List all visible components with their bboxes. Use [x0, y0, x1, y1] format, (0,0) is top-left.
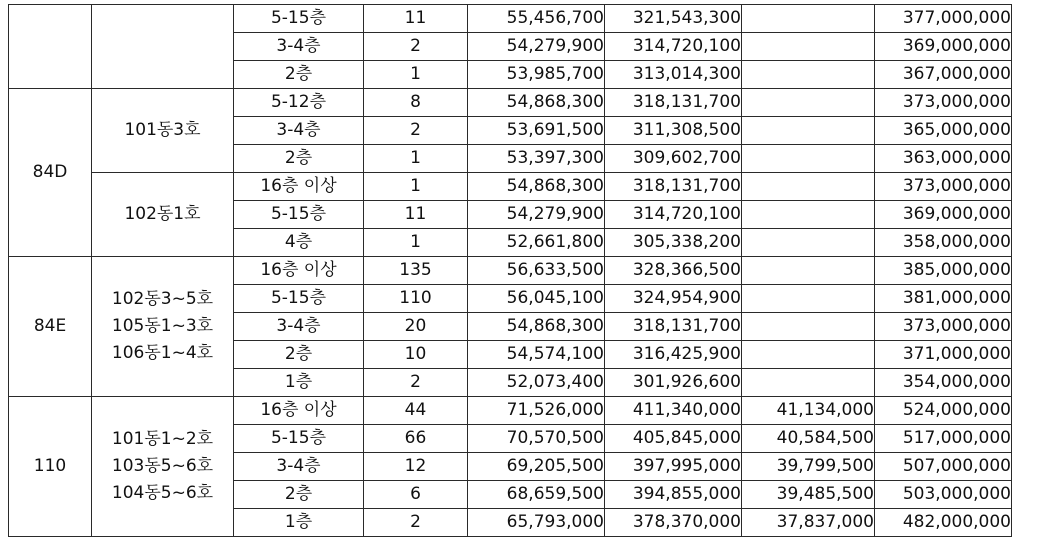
- floor-cell: 16층 이상: [234, 173, 364, 201]
- land-price-cell: 54,574,100: [468, 341, 605, 369]
- vat-cell: [742, 61, 875, 89]
- vat-cell: 37,837,000: [742, 509, 875, 537]
- units-cell: 6: [364, 481, 468, 509]
- units-cell: 1: [364, 61, 468, 89]
- units-cell: 44: [364, 397, 468, 425]
- building-unit-label: 106동1~4호: [111, 343, 214, 363]
- building-price-cell: 311,308,500: [605, 117, 742, 145]
- building-price-cell: 321,543,300: [605, 5, 742, 33]
- total-price-cell: 517,000,000: [875, 425, 1012, 453]
- land-price-cell: 56,633,500: [468, 257, 605, 285]
- vat-cell: [742, 341, 875, 369]
- land-price-cell: 53,397,300: [468, 145, 605, 173]
- total-price-cell: 369,000,000: [875, 201, 1012, 229]
- units-cell: 20: [364, 313, 468, 341]
- floor-cell: 2층: [234, 481, 364, 509]
- building-price-cell: 394,855,000: [605, 481, 742, 509]
- vat-cell: [742, 313, 875, 341]
- floor-cell: 3-4층: [234, 33, 364, 61]
- land-price-cell: 68,659,500: [468, 481, 605, 509]
- land-price-cell: 53,985,700: [468, 61, 605, 89]
- vat-cell: [742, 117, 875, 145]
- building-price-cell: 314,720,100: [605, 33, 742, 61]
- building-unit-label: 102동1호: [124, 204, 201, 224]
- land-price-cell: 53,691,500: [468, 117, 605, 145]
- land-price-cell: 54,868,300: [468, 313, 605, 341]
- vat-cell: [742, 145, 875, 173]
- units-cell: 1: [364, 229, 468, 257]
- land-price-cell: 65,793,000: [468, 509, 605, 537]
- building-unit-cell: [92, 5, 234, 89]
- floor-cell: 5-15층: [234, 285, 364, 313]
- vat-cell: 39,799,500: [742, 453, 875, 481]
- land-price-cell: 54,279,900: [468, 33, 605, 61]
- total-price-cell: 354,000,000: [875, 369, 1012, 397]
- floor-cell: 5-15층: [234, 425, 364, 453]
- building-price-cell: 324,954,900: [605, 285, 742, 313]
- floor-cell: 16층 이상: [234, 397, 364, 425]
- total-price-cell: 373,000,000: [875, 89, 1012, 117]
- building-unit-label: 103동5~6호: [111, 456, 214, 476]
- building-price-cell: 316,425,900: [605, 341, 742, 369]
- building-unit-cell: [92, 89, 234, 173]
- vat-cell: [742, 201, 875, 229]
- floor-cell: 2층: [234, 341, 364, 369]
- land-price-cell: 54,279,900: [468, 201, 605, 229]
- table-row: [9, 89, 1012, 117]
- units-cell: 135: [364, 257, 468, 285]
- table-body: [9, 5, 1012, 537]
- units-cell: 10: [364, 341, 468, 369]
- vat-cell: [742, 5, 875, 33]
- unit-type-cell: 84D: [9, 89, 92, 257]
- floor-cell: 5-15층: [234, 201, 364, 229]
- units-cell: 110: [364, 285, 468, 313]
- building-unit-label: 101동3호: [124, 120, 201, 140]
- land-price-cell: 55,456,700: [468, 5, 605, 33]
- total-price-cell: 381,000,000: [875, 285, 1012, 313]
- land-price-cell: 70,570,500: [468, 425, 605, 453]
- floor-cell: 1층: [234, 509, 364, 537]
- building-price-cell: 318,131,700: [605, 313, 742, 341]
- building-price-cell: 397,995,000: [605, 453, 742, 481]
- units-cell: 66: [364, 425, 468, 453]
- building-unit-label: 105동1~3호: [111, 316, 214, 336]
- floor-cell: 2층: [234, 145, 364, 173]
- building-price-cell: 318,131,700: [605, 173, 742, 201]
- total-price-cell: 365,000,000: [875, 117, 1012, 145]
- land-price-cell: 54,868,300: [468, 173, 605, 201]
- total-price-cell: 367,000,000: [875, 61, 1012, 89]
- units-cell: 12: [364, 453, 468, 481]
- land-price-cell: 69,205,500: [468, 453, 605, 481]
- vat-cell: [742, 257, 875, 285]
- total-price-cell: 507,000,000: [875, 453, 1012, 481]
- land-price-cell: 56,045,100: [468, 285, 605, 313]
- vat-cell: 39,485,500: [742, 481, 875, 509]
- floor-cell: 1층: [234, 369, 364, 397]
- units-cell: 2: [364, 369, 468, 397]
- vat-cell: 40,584,500: [742, 425, 875, 453]
- total-price-cell: 385,000,000: [875, 257, 1012, 285]
- building-unit-label: 104동5~6호: [111, 483, 214, 503]
- units-cell: 11: [364, 5, 468, 33]
- land-price-cell: 54,868,300: [468, 89, 605, 117]
- floor-cell: 3-4층: [234, 313, 364, 341]
- land-price-cell: 71,526,000: [468, 397, 605, 425]
- floor-cell: 5-12층: [234, 89, 364, 117]
- vat-cell: [742, 89, 875, 117]
- vat-cell: [742, 173, 875, 201]
- vat-cell: 41,134,000: [742, 397, 875, 425]
- unit-type-cell: [9, 5, 92, 89]
- units-cell: 2: [364, 33, 468, 61]
- building-unit-cell: [92, 257, 234, 397]
- total-price-cell: 377,000,000: [875, 5, 1012, 33]
- price-table: [8, 4, 1012, 537]
- building-price-cell: 305,338,200: [605, 229, 742, 257]
- total-price-cell: 369,000,000: [875, 33, 1012, 61]
- floor-cell: 3-4층: [234, 453, 364, 481]
- table-row: [9, 257, 1012, 285]
- vat-cell: [742, 285, 875, 313]
- building-price-cell: 411,340,000: [605, 397, 742, 425]
- land-price-cell: 52,073,400: [468, 369, 605, 397]
- units-cell: 1: [364, 173, 468, 201]
- building-price-cell: 328,366,500: [605, 257, 742, 285]
- unit-type-cell: 110: [9, 397, 92, 537]
- building-price-cell: 313,014,300: [605, 61, 742, 89]
- land-price-cell: 52,661,800: [468, 229, 605, 257]
- table-row: [9, 397, 1012, 425]
- building-unit-cell: [92, 397, 234, 537]
- building-price-cell: 378,370,000: [605, 509, 742, 537]
- building-unit-label: 101동1~2호: [111, 429, 214, 449]
- floor-cell: 16층 이상: [234, 257, 364, 285]
- building-unit-cell: [92, 173, 234, 257]
- building-price-cell: 314,720,100: [605, 201, 742, 229]
- floor-cell: 4층: [234, 229, 364, 257]
- total-price-cell: 482,000,000: [875, 509, 1012, 537]
- vat-cell: [742, 33, 875, 61]
- vat-cell: [742, 229, 875, 257]
- total-price-cell: 503,000,000: [875, 481, 1012, 509]
- total-price-cell: 363,000,000: [875, 145, 1012, 173]
- building-price-cell: 405,845,000: [605, 425, 742, 453]
- units-cell: 2: [364, 117, 468, 145]
- vat-cell: [742, 369, 875, 397]
- total-price-cell: 524,000,000: [875, 397, 1012, 425]
- units-cell: 11: [364, 201, 468, 229]
- building-price-cell: 309,602,700: [605, 145, 742, 173]
- floor-cell: 3-4층: [234, 117, 364, 145]
- units-cell: 8: [364, 89, 468, 117]
- floor-cell: 2층: [234, 61, 364, 89]
- unit-type-cell: 84E: [9, 257, 92, 397]
- total-price-cell: 358,000,000: [875, 229, 1012, 257]
- building-price-cell: 301,926,600: [605, 369, 742, 397]
- building-unit-label: 102동3~5호: [111, 289, 214, 309]
- total-price-cell: 371,000,000: [875, 341, 1012, 369]
- total-price-cell: 373,000,000: [875, 313, 1012, 341]
- units-cell: 1: [364, 145, 468, 173]
- table-row: [9, 5, 1012, 33]
- building-price-cell: 318,131,700: [605, 89, 742, 117]
- table-row: [9, 173, 1012, 201]
- total-price-cell: 373,000,000: [875, 173, 1012, 201]
- units-cell: 2: [364, 509, 468, 537]
- floor-cell: 5-15층: [234, 5, 364, 33]
